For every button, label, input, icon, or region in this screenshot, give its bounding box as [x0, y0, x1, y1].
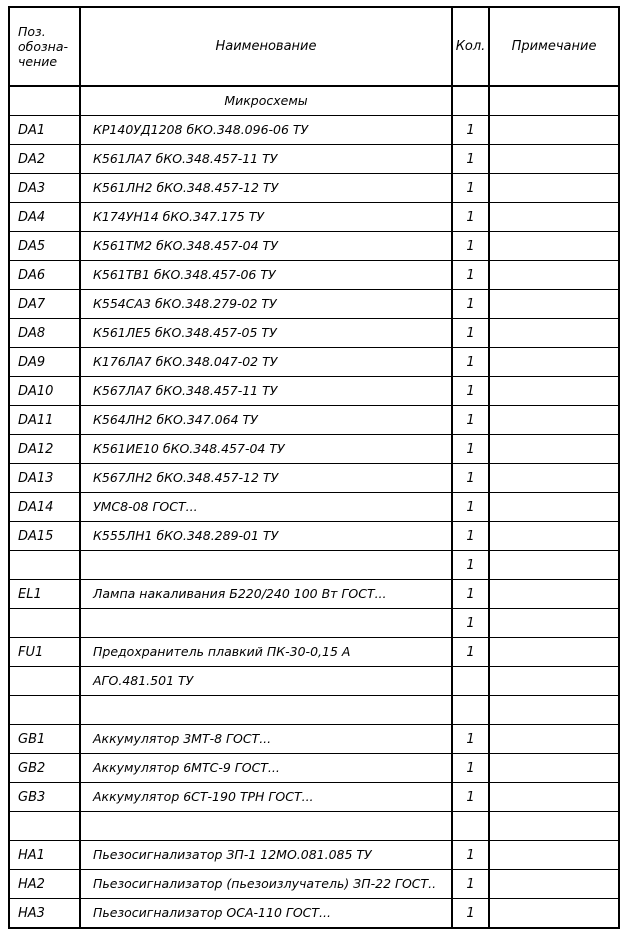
row-position: DA14: [9, 493, 80, 522]
row-note: [489, 145, 619, 174]
table-row: [9, 435, 619, 464]
row-name: Пьезосигнализатор ОСА-110 ГОСТ...: [80, 899, 452, 929]
table-row: [9, 667, 619, 696]
row-position: HA1: [9, 841, 80, 870]
row-quantity: 1: [452, 174, 489, 203]
row-quantity: 1: [452, 348, 489, 377]
row-note: [489, 580, 619, 609]
row-position: DA1: [9, 116, 80, 145]
row-quantity: 1: [452, 638, 489, 667]
table-row: [9, 493, 619, 522]
row-name: Аккумулятор 3МТ-8 ГОСТ...: [80, 725, 452, 754]
row-position: EL1: [9, 580, 80, 609]
header-position-designation: Поз. обозна- чение: [9, 7, 80, 86]
row-position: DA2: [9, 145, 80, 174]
row-quantity: 1: [452, 145, 489, 174]
row-position: DA8: [9, 319, 80, 348]
row-position: DA11: [9, 406, 80, 435]
parts-list-table: [8, 6, 620, 929]
row-quantity: 1: [452, 609, 489, 638]
row-note: [489, 435, 619, 464]
table-row: [9, 116, 619, 145]
row-quantity: [452, 667, 489, 696]
row-name: Аккумулятор 6СТ-190 ТРН ГОСТ...: [80, 783, 452, 812]
row-quantity: 1: [452, 580, 489, 609]
table-row: [9, 725, 619, 754]
row-name: [80, 609, 452, 638]
row-note: [489, 406, 619, 435]
table-row: [9, 638, 619, 667]
row-name: К567ЛН2 бКО.348.457-12 ТУ: [80, 464, 452, 493]
row-note: [489, 232, 619, 261]
table-row: [9, 899, 619, 929]
row-name: Аккумулятор 6МТС-9 ГОСТ...: [80, 754, 452, 783]
row-quantity: 1: [452, 899, 489, 929]
row-position: FU1: [9, 638, 80, 667]
row-note: [489, 464, 619, 493]
row-name: К176ЛА7 бКО.348.047-02 ТУ: [80, 348, 452, 377]
row-position: HA2: [9, 870, 80, 899]
row-note: [489, 116, 619, 145]
header-name: Наименование: [80, 7, 452, 86]
row-note: [489, 870, 619, 899]
row-quantity: 1: [452, 435, 489, 464]
row-position: DA9: [9, 348, 80, 377]
row-name: [80, 696, 452, 725]
row-name: К555ЛН1 бКО.348.289-01 ТУ: [80, 522, 452, 551]
table-row: [9, 348, 619, 377]
row-position: DA7: [9, 290, 80, 319]
row-note: [489, 609, 619, 638]
table-row: [9, 232, 619, 261]
row-position: GB2: [9, 754, 80, 783]
row-note: [489, 290, 619, 319]
row-position: HA3: [9, 899, 80, 929]
row-note: [489, 841, 619, 870]
row-note: [489, 725, 619, 754]
row-quantity: [452, 86, 489, 116]
row-note: [489, 754, 619, 783]
row-position: [9, 609, 80, 638]
row-quantity: 1: [452, 493, 489, 522]
row-position: DA4: [9, 203, 80, 232]
row-note: [489, 696, 619, 725]
row-name: Предохранитель плавкий ПК-30-0,15 А: [80, 638, 452, 667]
row-note: [489, 551, 619, 580]
table-row: [9, 551, 619, 580]
row-quantity: 1: [452, 319, 489, 348]
header-note: Примечание: [489, 7, 619, 86]
parts-list-sheet: [8, 6, 618, 941]
row-quantity: 1: [452, 522, 489, 551]
row-position: [9, 551, 80, 580]
row-quantity: 1: [452, 841, 489, 870]
row-quantity: 1: [452, 754, 489, 783]
table-row: [9, 319, 619, 348]
row-quantity: 1: [452, 116, 489, 145]
table-row: [9, 841, 619, 870]
row-name: К561ИЕ10 бКО.348.457-04 ТУ: [80, 435, 452, 464]
row-position: GB1: [9, 725, 80, 754]
row-name: АГО.481.501 ТУ: [80, 667, 452, 696]
row-position: DA5: [9, 232, 80, 261]
row-name: К561ЛЕ5 бКО.348.457-05 ТУ: [80, 319, 452, 348]
row-name: Пьезосигнализатор (пьезоизлучатель) ЗП-22 ГОСТ..: [80, 870, 452, 899]
row-note: [489, 174, 619, 203]
row-position: DA13: [9, 464, 80, 493]
table-row: [9, 261, 619, 290]
row-name: К561ЛА7 бКО.348.457-11 ТУ: [80, 145, 452, 174]
table-row: [9, 522, 619, 551]
row-note: [489, 667, 619, 696]
table-row: [9, 174, 619, 203]
row-name: Микросхемы: [80, 86, 452, 116]
row-note: [489, 348, 619, 377]
table-row: [9, 754, 619, 783]
row-position: GB3: [9, 783, 80, 812]
table-row: [9, 783, 619, 812]
row-name: [80, 812, 452, 841]
row-name: К561ТМ2 бКО.348.457-04 ТУ: [80, 232, 452, 261]
row-position: DA6: [9, 261, 80, 290]
row-name: Лампа накаливания Б220/240 100 Вт ГОСТ...: [80, 580, 452, 609]
table-row: [9, 290, 619, 319]
table-row: [9, 696, 619, 725]
table-row: [9, 870, 619, 899]
row-note: [489, 377, 619, 406]
table-row: [9, 609, 619, 638]
row-note: [489, 522, 619, 551]
row-quantity: 1: [452, 261, 489, 290]
row-note: [489, 203, 619, 232]
row-quantity: [452, 696, 489, 725]
table-row: [9, 86, 619, 116]
table-row: [9, 203, 619, 232]
row-name: К554СА3 бКО.348.279-02 ТУ: [80, 290, 452, 319]
table-row: [9, 406, 619, 435]
row-note: [489, 812, 619, 841]
row-note: [489, 783, 619, 812]
table-row: [9, 377, 619, 406]
row-quantity: 1: [452, 290, 489, 319]
row-name: К561ЛН2 бКО.348.457-12 ТУ: [80, 174, 452, 203]
row-quantity: 1: [452, 725, 489, 754]
row-position: DA10: [9, 377, 80, 406]
row-note: [489, 493, 619, 522]
header-row: [9, 7, 619, 86]
row-name: К174УН14 бКО.347.175 ТУ: [80, 203, 452, 232]
row-position: [9, 812, 80, 841]
row-name: [80, 551, 452, 580]
row-position: [9, 696, 80, 725]
row-name: УМС8-08 ГОСТ...: [80, 493, 452, 522]
table-row: [9, 812, 619, 841]
row-quantity: 1: [452, 783, 489, 812]
table-row: [9, 464, 619, 493]
row-name: Пьезосигнализатор ЗП-1 12МО.081.085 ТУ: [80, 841, 452, 870]
row-quantity: 1: [452, 377, 489, 406]
row-name: К567ЛА7 бКО.348.457-11 ТУ: [80, 377, 452, 406]
row-position: DA15: [9, 522, 80, 551]
row-position: [9, 667, 80, 696]
row-name: К564ЛН2 бКО.347.064 ТУ: [80, 406, 452, 435]
table-row: [9, 145, 619, 174]
row-name: К561ТВ1 бКО.348.457-06 ТУ: [80, 261, 452, 290]
table-row: [9, 580, 619, 609]
row-quantity: 1: [452, 203, 489, 232]
row-position: [9, 86, 80, 116]
row-quantity: 1: [452, 406, 489, 435]
row-quantity: [452, 812, 489, 841]
row-quantity: 1: [452, 232, 489, 261]
row-note: [489, 319, 619, 348]
row-position: DA12: [9, 435, 80, 464]
row-note: [489, 899, 619, 929]
row-note: [489, 261, 619, 290]
row-quantity: 1: [452, 870, 489, 899]
header-quantity: Кол.: [452, 7, 489, 86]
row-name: КР140УД1208 бКО.348.096-06 ТУ: [80, 116, 452, 145]
row-quantity: 1: [452, 551, 489, 580]
row-position: DA3: [9, 174, 80, 203]
row-note: [489, 638, 619, 667]
row-quantity: 1: [452, 464, 489, 493]
row-note: [489, 86, 619, 116]
